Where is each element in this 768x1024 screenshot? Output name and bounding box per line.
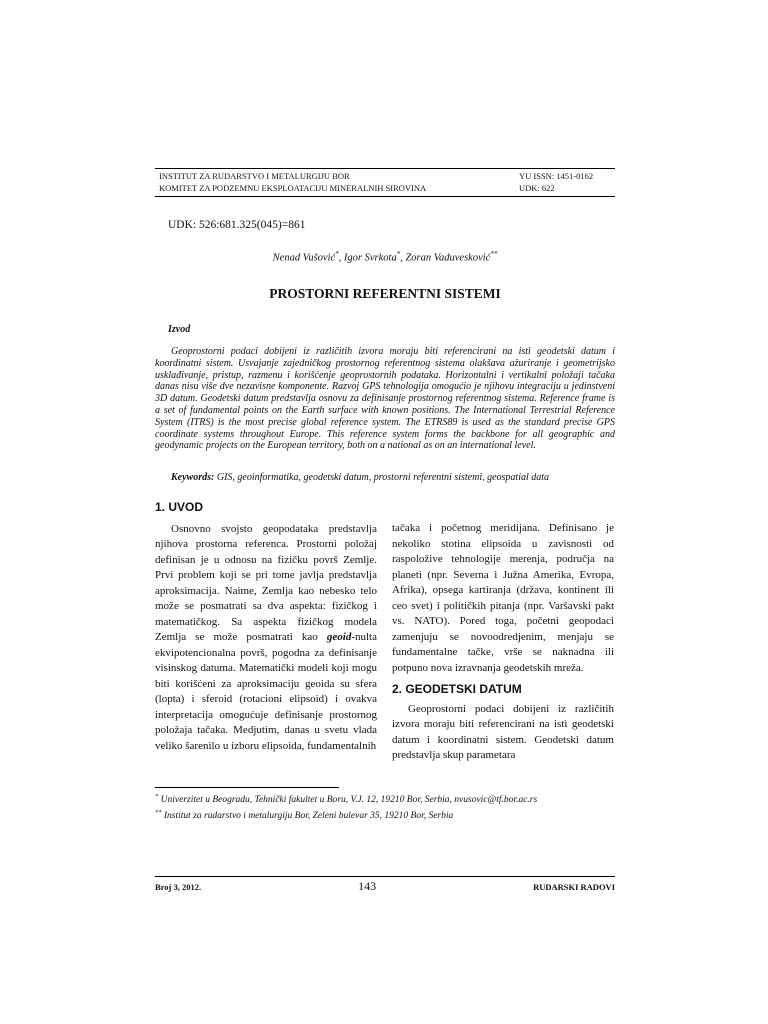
keywords-label: Keywords: — [171, 472, 215, 483]
abstract-text: Geoprostorni podaci dobijeni iz različitih izvora moraju biti referencirani na isti geodetski datum i koordinatni sistem. Usvajanje zajedničkog prostornog referentnog sistema olakšava ažuriranje i geometrijsko usklađivanje, pristup, razmenu i korišćenje geoprostornih podataka. Horizontalni i vertikalni položaji tačaka danas nisu više dve nezavisne komponente. Razvoj GPS tehnologija omogućio je njihovu integraciju u jedinstveni 3D datum. Geodetski datum predstavlja osnovu za definisanje prostornog referentnog sistema. Reference frame is a set of fundamental points on the Earth surface with known positions. The International Terrestrial Reference System (ITRS) is the most precise global reference system. The ETRS89 is used as the standard precise GPS coordinate systems throughout Europe. This reference system forms the backbone for all geographic and geodynamic projects on the European territory, both on a national as on an international level. — [155, 346, 615, 452]
header-udk: UDK: 622 — [519, 183, 555, 193]
journal-header — [155, 168, 615, 197]
footnotes — [155, 791, 615, 822]
author-name: Nenad Vušović — [272, 252, 336, 264]
page-number: 143 — [358, 879, 377, 893]
footnote-item: ** Institut za rudarstvo i metalurgiju Bor, Zeleni bulevar 35, 19210 Bor, Serbia — [155, 808, 454, 821]
body-paragraph: Geoprostorni podaci dobijeni iz različitih izvora moraju biti referencirani na isti geodetski datum i koordinatni sistem. Geodetski datum predstavlja skup parametara — [392, 702, 614, 761]
paper-title: PROSTORNI REFERENTNI SISTEMI — [269, 286, 501, 301]
footer-issue: Broj 3, 2012. — [155, 882, 202, 892]
author-name: Zoran Vaduvesković — [405, 252, 491, 264]
abstract-heading: Izvod — [168, 324, 191, 335]
column-right — [392, 521, 614, 764]
article-udk: UDK: 526:681.325(045)=861 — [168, 219, 306, 231]
footnote-rule — [155, 787, 339, 788]
author-mark: * — [396, 250, 401, 258]
keywords-line — [155, 472, 615, 484]
header-issn: YU ISSN: 1451-0162 — [519, 171, 594, 181]
body-paragraph-continued: tačaka i početnog meridijana. Definisano je nekoliko stotina elipsoida u zavisnosti od raspoložive tehnologije merenja, područja na planeti (npr. Severna i Južna Amerika, Evropa, Afrika), opsega kartiranja (država, kontinent ili ceo svet) i političkih pitanja (npr. Varšavski pakt vs. NATO). Pored toga, početni geopodaci zamenjuju se novoodredjenim, menjaju se fundamentalne tačke, vrše se naknadna ili potpuno nova izravnanja geodetskih mreža. — [392, 522, 614, 674]
author-mark: * — [335, 250, 339, 258]
footnote-item: * Univerzitet u Beogradu, Tehnički fakultet u Boru, V.J. 12, 19210 Bor, Serbia, nvusovic@tf.bor.ac.rs — [155, 793, 538, 806]
term-geoid: geoid — [326, 631, 352, 643]
author-mark: ** — [490, 250, 498, 258]
header-org2: KOMITET ZA PODZEMNU EKSPLOATACIJU MINERALNIH SIROVINA — [159, 183, 427, 193]
footer-journal: RUDARSKI RADOVI — [533, 882, 615, 892]
page-footer — [155, 876, 615, 894]
section-heading-uvod: 1. UVOD — [155, 500, 204, 514]
column-left — [155, 500, 377, 754]
body-paragraph: Osnovno svojsto geopodataka predstavlja njihova prostorna referenca. Prostorni položaj definisan je u odnosu na fizičku površ Zemlje. Prvi problem koji se pri tome javlja predstavlja aproksimacija. Naime, Zemlja kao nebesko telo može se posmatrati sa dva aspekta: fizičkog i matematičkog. Sa aspekta fizičkog modela Zemlja se može posmatrati kao geoid-nulta ekvipotencionalna površ, pogodna za definisanje visinskog datuma. Matematički modeli koji mogu biti korišćeni za aproksimaciju geoida su sfera (lopta) i sferoid (rotacioni elipsoid) i ovakva interpretacija omogućuje definisanje prostornog položaja tačaka. Medjutim, danas u svetu vlada veliko šarenilo u izboru elipsoida, fundamentalnih — [155, 522, 377, 752]
header-org1: INSTITUT ZA RUDARSTVO I METALURGIJU BOR — [159, 171, 350, 181]
section-heading-geodetski-datum: 2. GEODETSKI DATUM — [392, 682, 522, 696]
keywords-text: GIS, geoinformatika, geodetski datum, prostorni referentni sistemi, geospatial data — [216, 472, 550, 483]
author-list: Nenad Vušović*, Igor Svrkota*, Zoran Vaduvesković** — [272, 250, 498, 264]
author-name: Igor Svrkota — [343, 252, 397, 264]
